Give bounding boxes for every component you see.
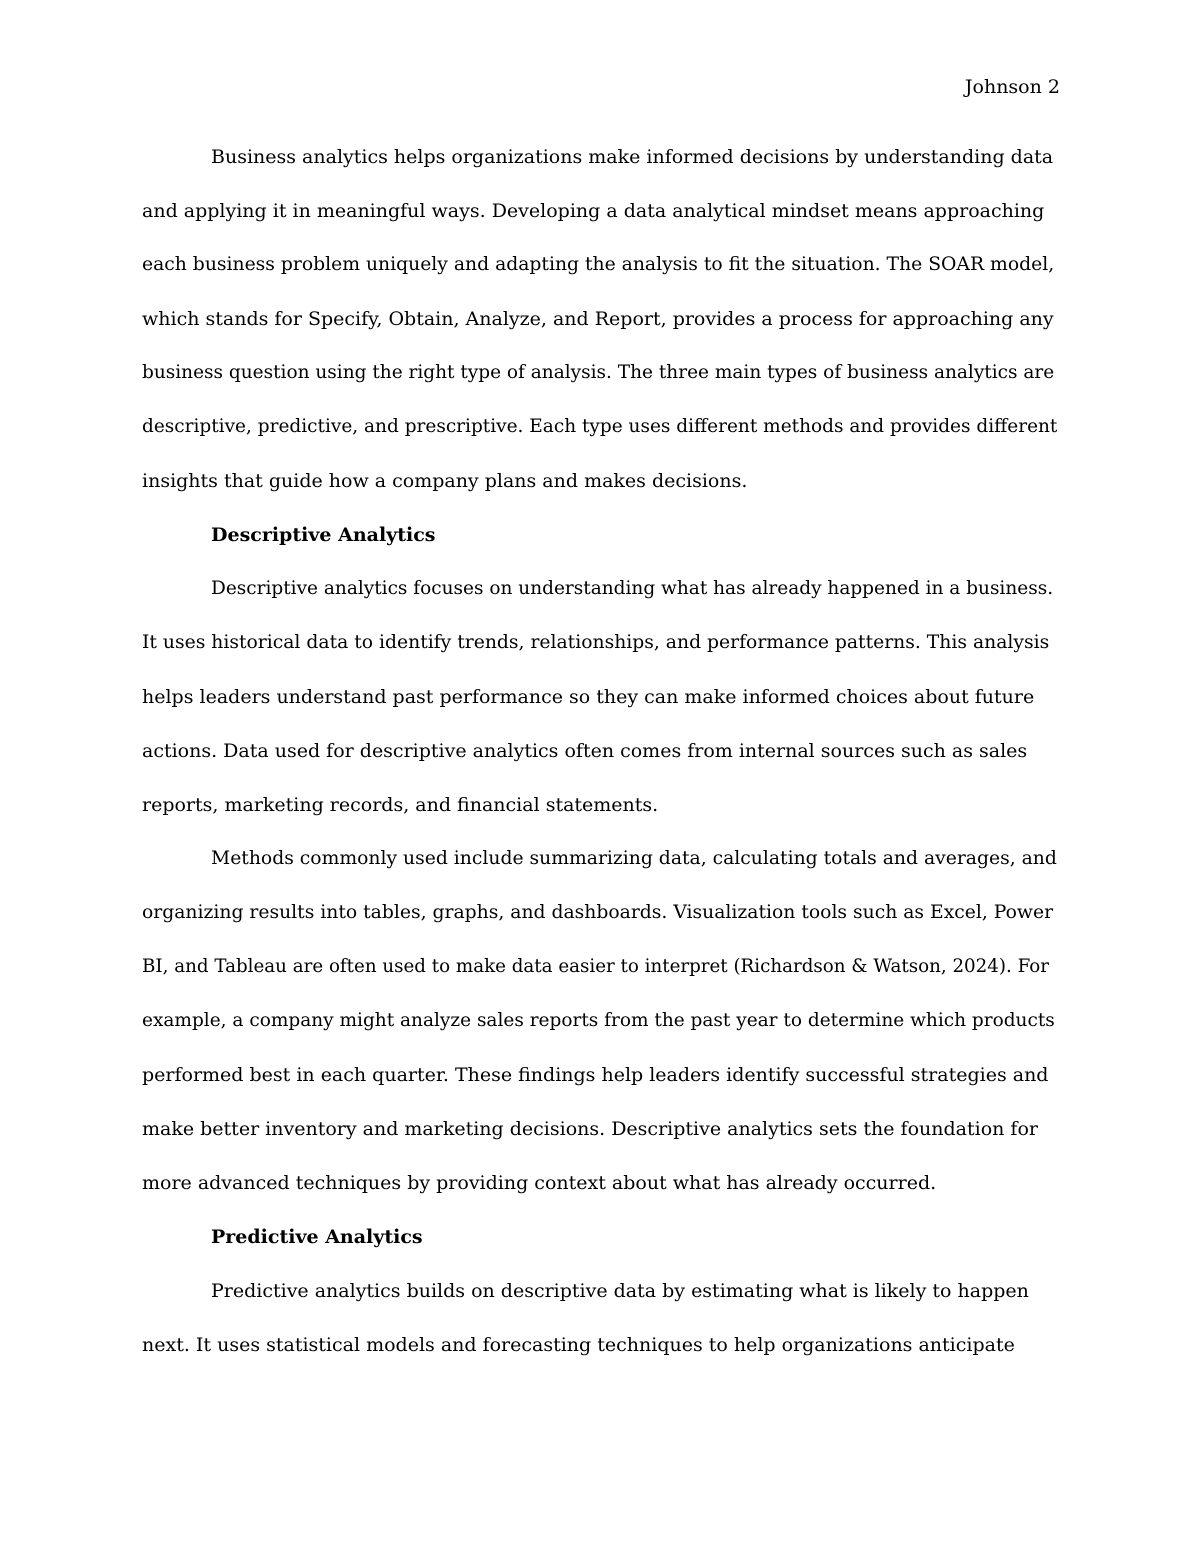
paragraph-line: It uses historical data to identify trends, relationships, and performance patterns. This analysis: [142, 632, 1050, 653]
paragraph-line: make better inventory and marketing decisions. Descriptive analytics sets the foundation for: [142, 1118, 1038, 1140]
paragraph-line: helps leaders understand past performance so they can make informed choices about future: [142, 686, 1035, 708]
paragraph-line: reports, marketing records, and financial statements.: [142, 794, 659, 816]
paragraph-line: organizing results into tables, graphs, and dashboards. Visualization tools such as Excel, Power: [142, 902, 1054, 923]
document-body: [142, 130, 1058, 1372]
descriptive-paragraph-2: [142, 832, 1058, 1210]
running-head: Johnson 2: [964, 76, 1060, 98]
paragraph-line: next. It uses statistical models and forecasting techniques to help organizations anticipate: [142, 1334, 1015, 1356]
descriptive-paragraph-1: [142, 562, 1058, 832]
paragraph-line: Descriptive analytics focuses on understanding what has already happened in a business.: [211, 578, 1054, 599]
paragraph-line: more advanced techniques by providing context about what has already occurred.: [142, 1172, 937, 1194]
paragraph-line: business question using the right type of analysis. The three main types of business analytics are: [142, 362, 1055, 383]
paragraph-line: and applying it in meaningful ways. Developing a data analytical mindset means approaching: [142, 200, 1045, 222]
paragraph-line: actions. Data used for descriptive analytics often comes from internal sources such as sales: [142, 740, 1028, 762]
paragraph-line: Predictive analytics builds on descriptive data by estimating what is likely to happen: [211, 1280, 1029, 1302]
paragraph-line: which stands for Specify, Obtain, Analyze, and Report, provides a process for approaching any: [142, 308, 1054, 330]
paragraph-line: performed best in each quarter. These findings help leaders identify successful strategies and: [142, 1064, 1049, 1086]
section-heading-descriptive: Descriptive Analytics: [211, 524, 436, 546]
intro-paragraph: [142, 130, 1058, 508]
paragraph-line: each business problem uniquely and adapting the analysis to fit the situation. The SOAR model,: [142, 254, 1055, 275]
paragraph-line: Business analytics helps organizations make informed decisions by understanding data: [211, 146, 1054, 168]
section-heading-predictive: Predictive Analytics: [211, 1226, 423, 1248]
paragraph-line: insights that guide how a company plans and makes decisions.: [142, 470, 748, 492]
paragraph-line: descriptive, predictive, and prescriptive. Each type uses different methods and provides different: [142, 416, 1058, 437]
paragraph-line: BI, and Tableau are often used to make data easier to interpret (Richardson & Watson, 2024). For: [142, 956, 1049, 977]
predictive-paragraph-1: [142, 1264, 1058, 1372]
paragraph-line: Methods commonly used include summarizing data, calculating totals and averages, and: [211, 848, 1057, 869]
paragraph-line: example, a company might analyze sales reports from the past year to determine which products: [142, 1010, 1055, 1031]
